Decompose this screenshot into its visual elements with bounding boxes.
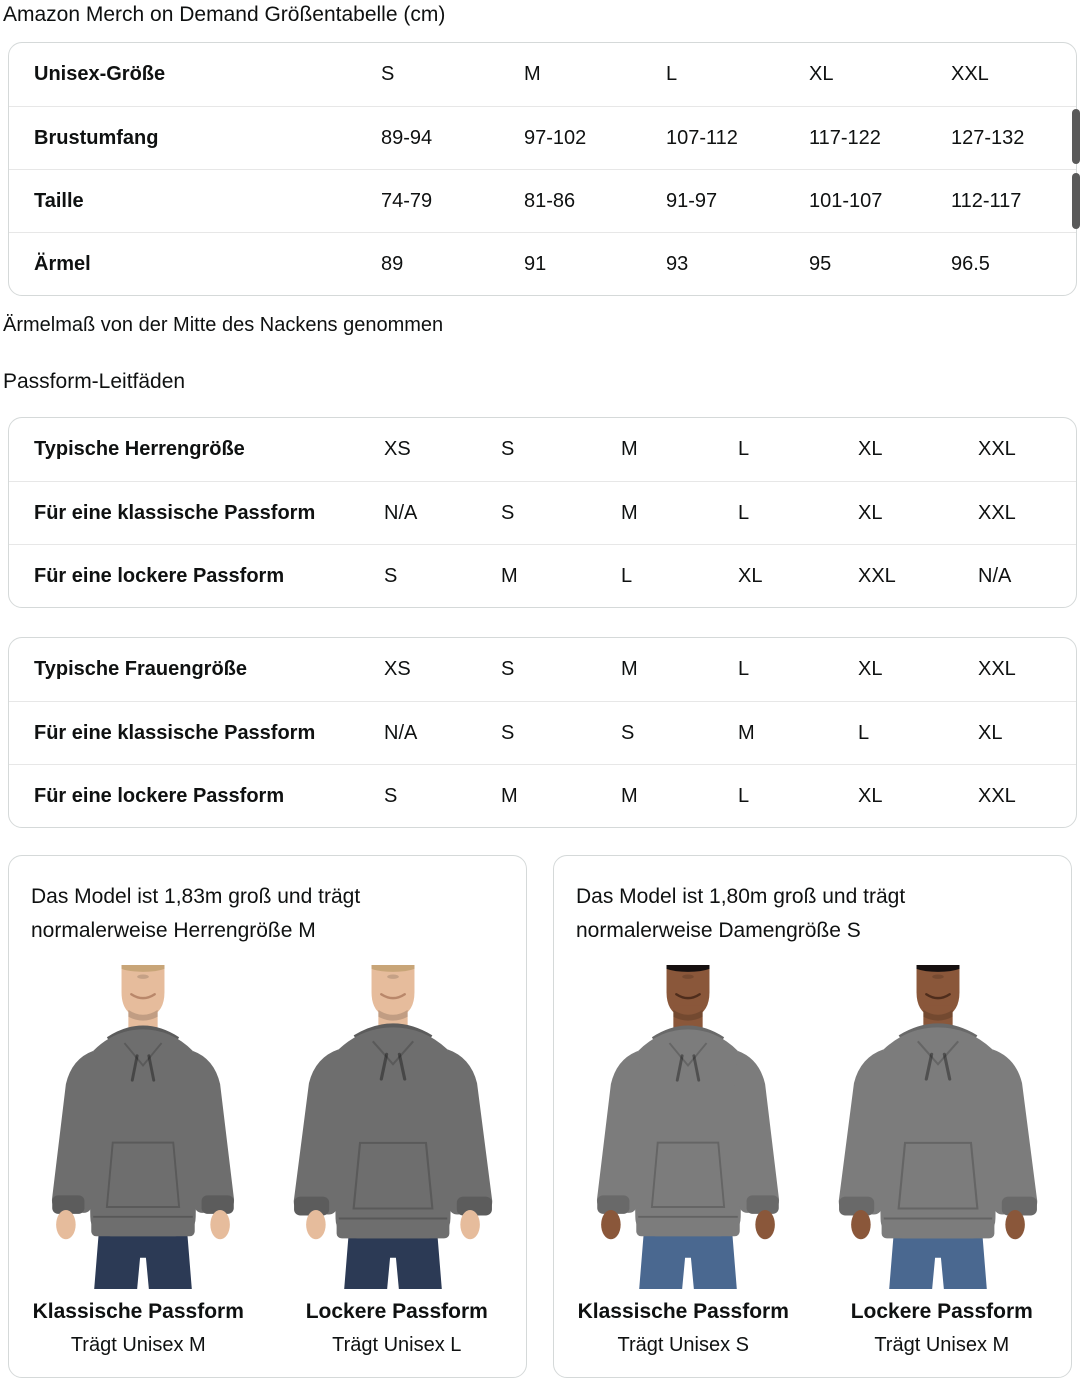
size-cell: M xyxy=(524,63,541,85)
worn-size-label: Trägt Unisex S xyxy=(617,1334,750,1356)
size-cell: L xyxy=(738,501,750,524)
mens-model-card xyxy=(8,855,527,1378)
worn-size-label: Trägt Unisex M xyxy=(874,1334,1010,1356)
row-label: Taille xyxy=(34,189,84,212)
womens-fit-table xyxy=(8,637,1077,828)
row-label: Für eine lockere Passform xyxy=(34,784,285,807)
size-cell: 91 xyxy=(524,252,547,275)
size-cell: XL xyxy=(738,564,763,587)
model-photos xyxy=(9,962,526,1292)
fit-captions xyxy=(554,1300,1071,1357)
table-row-typical-mens-size xyxy=(9,418,1076,481)
size-cell: M xyxy=(738,721,755,744)
size-cell: L xyxy=(738,658,750,680)
table-row-loose-fit xyxy=(9,544,1076,607)
size-cell: XL xyxy=(858,501,883,524)
size-cell: L xyxy=(621,564,633,587)
row-label: Für eine lockere Passform xyxy=(34,564,285,587)
size-cell: L xyxy=(666,63,678,85)
size-cell: 97-102 xyxy=(524,126,587,149)
size-cell: 127-132 xyxy=(951,126,1025,149)
sleeve-note: Ärmelmaß von der Mitte des Nackens genommen xyxy=(3,314,444,336)
fit-type-label: Klassische Passform xyxy=(32,1300,244,1323)
table-row-sleeve xyxy=(9,232,1076,295)
table-row-loose-fit xyxy=(9,764,1076,827)
size-cell: XXL xyxy=(978,784,1016,807)
row-label: Brustumfang xyxy=(34,126,159,149)
size-cell: N/A xyxy=(384,501,418,524)
model-description: Das Model ist 1,80m groß und trägt normalerweise Damengröße S xyxy=(576,885,906,942)
scrollbar-thumb[interactable] xyxy=(1072,173,1080,229)
size-cell: XXL xyxy=(978,658,1016,680)
size-cell: S xyxy=(381,63,395,85)
row-label: Für eine klassische Passform xyxy=(34,501,316,524)
size-cell: M xyxy=(501,784,518,807)
size-cell: XL xyxy=(858,784,883,807)
table-row-chest xyxy=(9,106,1076,169)
size-cell: N/A xyxy=(384,721,418,744)
size-cell: L xyxy=(858,721,870,744)
classic-fit-caption xyxy=(554,1300,813,1357)
unisex-size-table xyxy=(8,42,1077,296)
row-label: Unisex-Größe xyxy=(34,63,166,85)
size-cell: XXL xyxy=(978,438,1016,460)
classic-fit-caption xyxy=(9,1300,268,1357)
size-cell: 107-112 xyxy=(666,126,738,149)
model-photo-womens-loose xyxy=(816,962,1060,1292)
size-cell: L xyxy=(738,438,750,460)
fit-captions xyxy=(9,1300,526,1357)
size-cell: 112-117 xyxy=(951,189,1022,212)
size-cell: N/A xyxy=(978,564,1012,587)
worn-size-label: Trägt Unisex L xyxy=(332,1334,462,1356)
size-cell: XS xyxy=(384,438,411,460)
size-cell: 89-94 xyxy=(381,126,433,149)
row-label: Für eine klassische Passform xyxy=(34,721,316,744)
size-cell: S xyxy=(501,501,515,524)
table-row-classic-fit xyxy=(9,701,1076,764)
model-photo-mens-classic xyxy=(21,962,265,1292)
model-photos xyxy=(554,962,1071,1292)
fit-type-label: Klassische Passform xyxy=(577,1300,789,1323)
size-cell: S xyxy=(384,564,398,587)
size-cell: M xyxy=(501,564,518,587)
size-cell: S xyxy=(384,784,398,807)
size-cell: 89 xyxy=(381,252,404,275)
model-photo-womens-classic xyxy=(566,962,810,1292)
size-cell: 117-122 xyxy=(809,126,881,149)
table-row-waist xyxy=(9,169,1076,232)
size-cell: 81-86 xyxy=(524,189,576,212)
fit-type-label: Lockere Passform xyxy=(850,1300,1033,1323)
row-label: Typische Frauengröße xyxy=(34,658,248,680)
size-cell: XL xyxy=(858,438,883,460)
table-row-classic-fit xyxy=(9,481,1076,544)
model-illustration xyxy=(271,962,515,1292)
size-cell: XL xyxy=(978,721,1003,744)
womens-model-card xyxy=(553,855,1072,1378)
row-label: Typische Herrengröße xyxy=(34,438,245,460)
size-cell: M xyxy=(621,784,638,807)
size-cell: S xyxy=(501,658,515,680)
mens-fit-table xyxy=(8,417,1077,608)
model-illustration xyxy=(816,962,1060,1292)
size-cell: XXL xyxy=(978,501,1016,524)
size-cell: M xyxy=(621,658,638,680)
model-illustration xyxy=(566,962,810,1292)
scrollbar-thumb[interactable] xyxy=(1072,109,1080,164)
size-cell: XL xyxy=(858,658,883,680)
size-cell: XXL xyxy=(858,564,896,587)
loose-fit-caption xyxy=(813,1300,1072,1357)
size-cell: L xyxy=(738,784,750,807)
size-cell: M xyxy=(621,438,638,460)
page-title: Amazon Merch on Demand Größentabelle (cm) xyxy=(3,3,446,26)
size-cell: 96.5 xyxy=(951,252,990,275)
size-cell: S xyxy=(501,438,515,460)
size-cell: S xyxy=(621,721,635,744)
row-label: Ärmel xyxy=(34,252,91,275)
size-cell: 101-107 xyxy=(809,189,883,212)
fit-type-label: Lockere Passform xyxy=(305,1300,488,1323)
size-cell: 93 xyxy=(666,252,689,275)
model-description: Das Model ist 1,83m groß und trägt normalerweise Herrengröße M xyxy=(31,885,361,942)
model-photo-mens-loose xyxy=(271,962,515,1292)
size-cell: XXL xyxy=(951,63,989,85)
size-cell: XS xyxy=(384,658,411,680)
fit-guides-heading: Passform-Leitfäden xyxy=(3,370,186,393)
table-row-typical-womens-size xyxy=(9,638,1076,701)
size-cell: 91-97 xyxy=(666,189,718,212)
worn-size-label: Trägt Unisex M xyxy=(70,1334,206,1356)
size-cell: 74-79 xyxy=(381,189,433,212)
model-illustration xyxy=(21,962,265,1292)
size-cell: 95 xyxy=(809,252,832,275)
table-row-unisex-size xyxy=(9,43,1076,106)
size-cell: XL xyxy=(809,63,834,85)
size-cell: M xyxy=(621,501,638,524)
loose-fit-caption xyxy=(268,1300,527,1357)
size-cell: S xyxy=(501,721,515,744)
